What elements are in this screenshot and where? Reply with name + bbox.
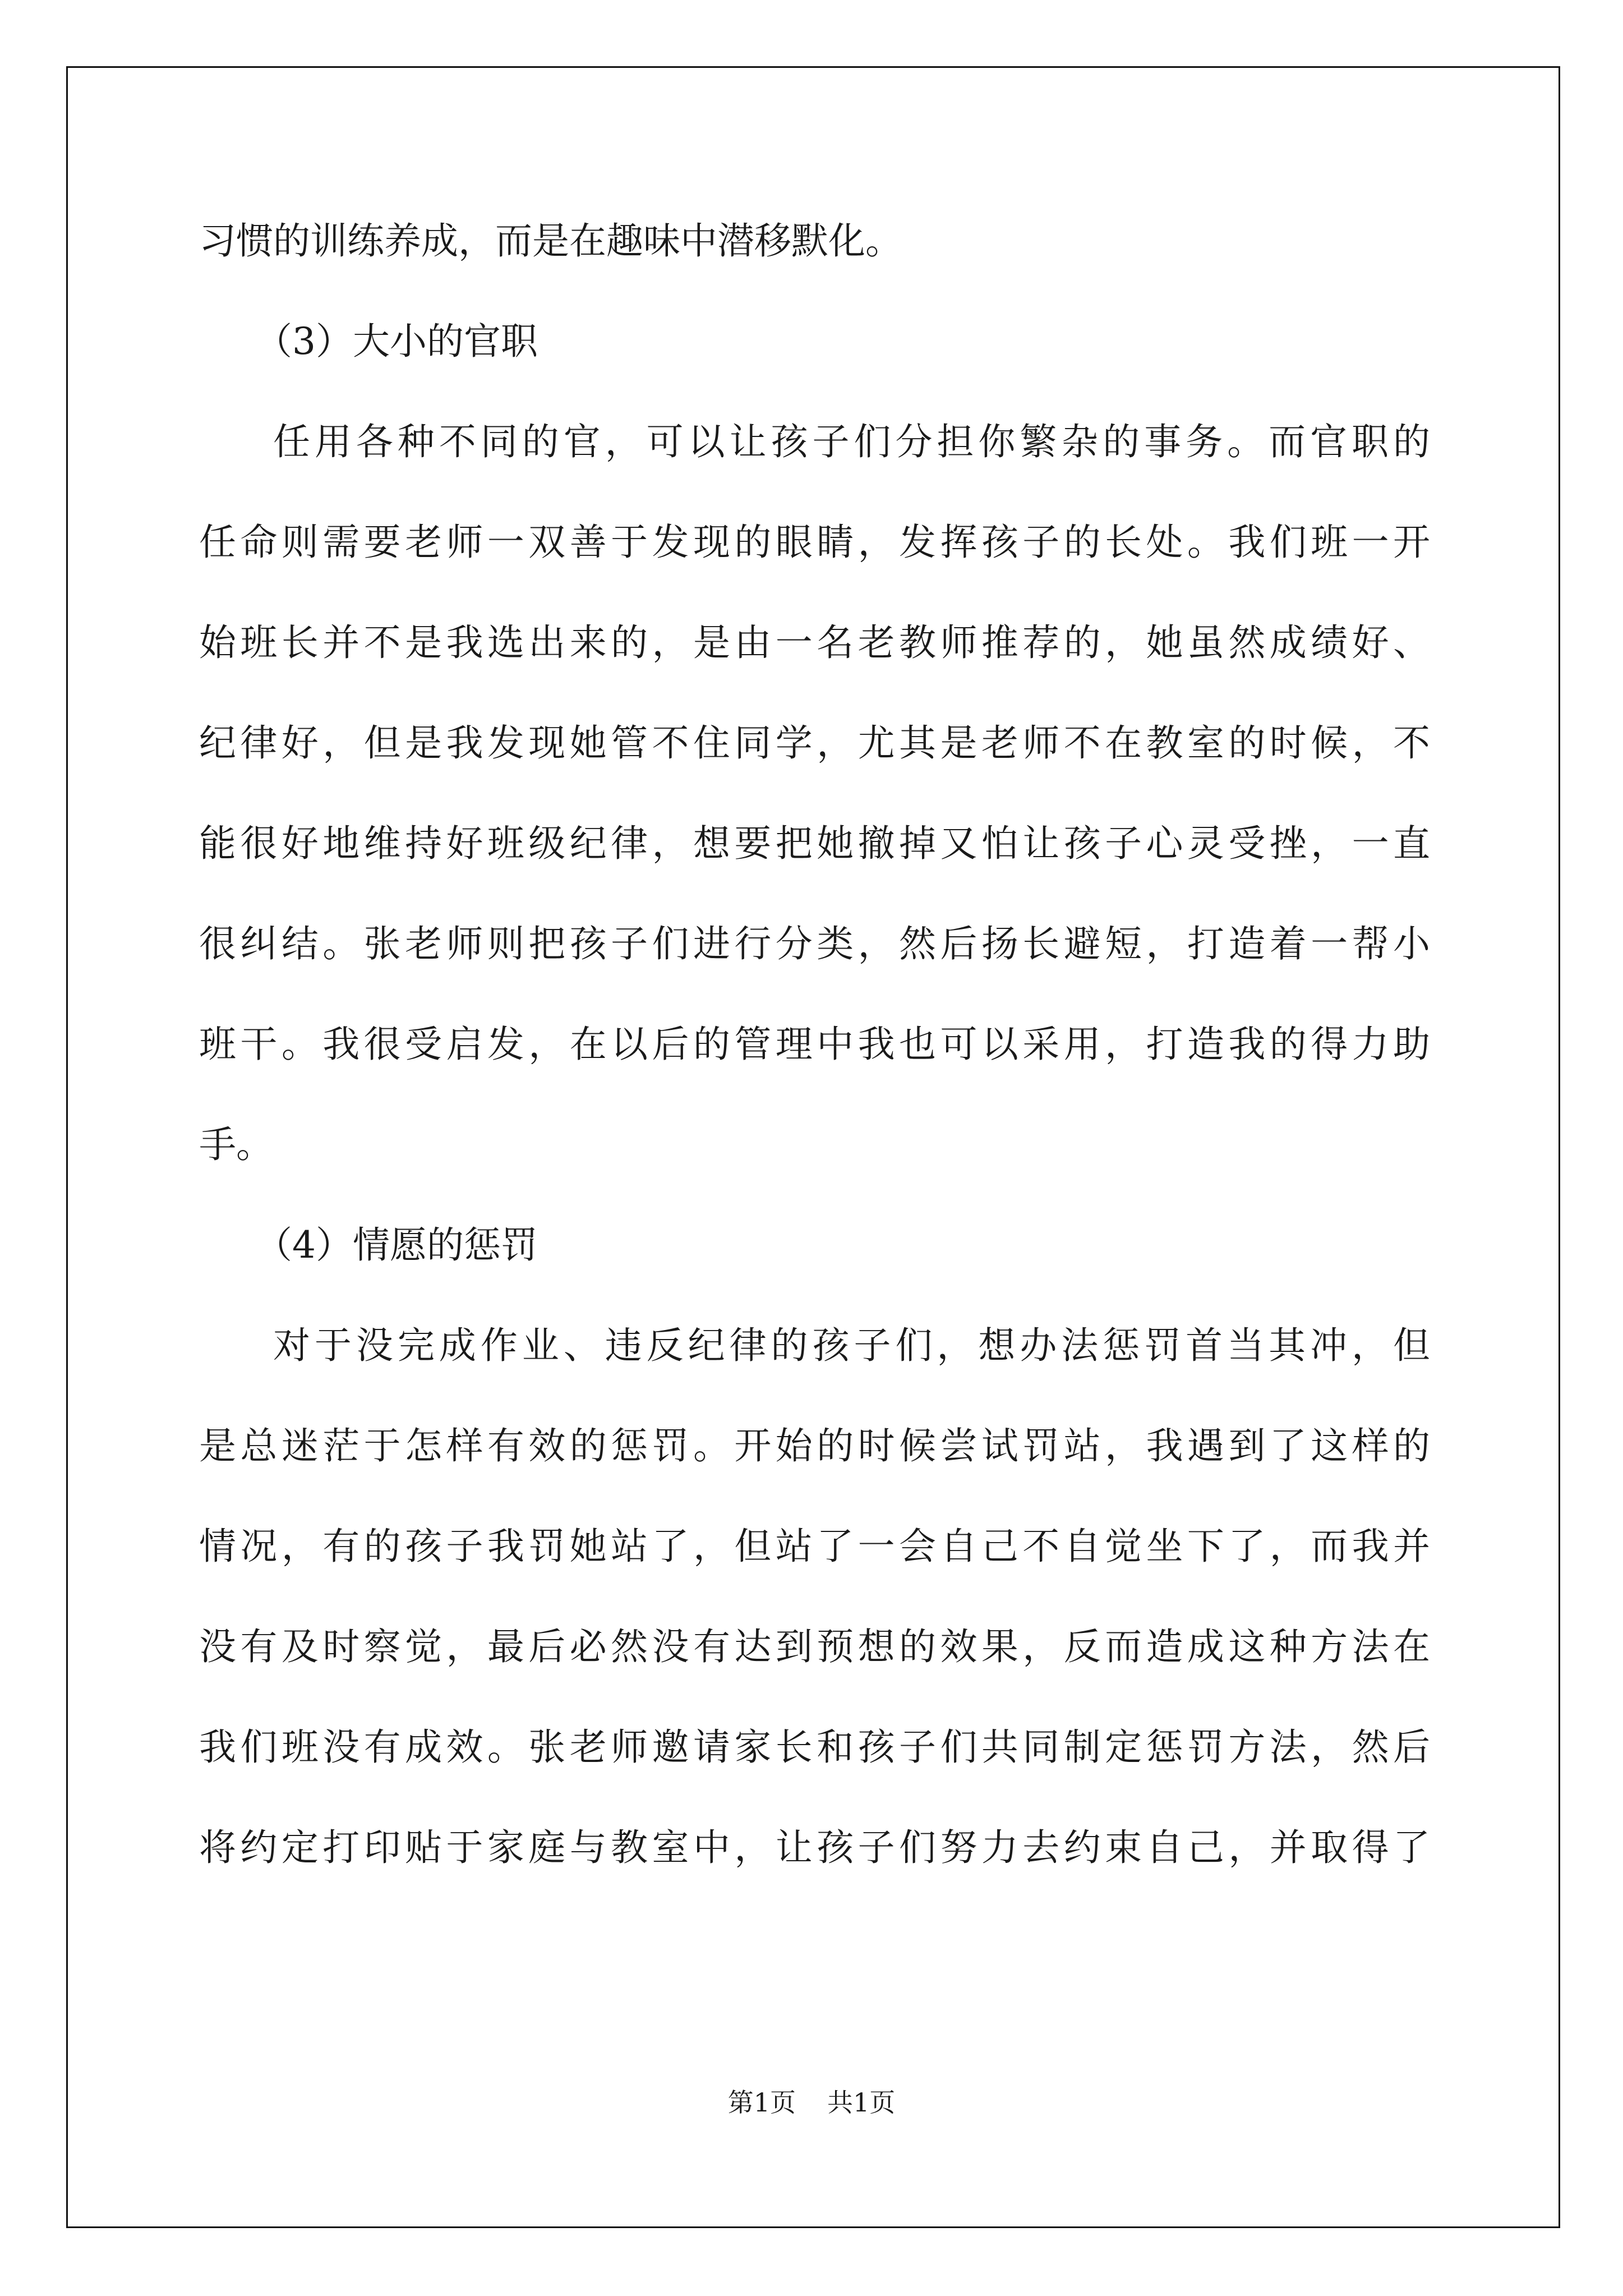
document-body xyxy=(199,191,1430,1898)
text-line: 习惯的训练养成，而是在趣味中潜移默化。 xyxy=(199,219,902,263)
section-heading xyxy=(199,1195,1430,1295)
text-line: 纪律好，但是我发现她管不住同学，尤其是老师不在教室的时候，不 xyxy=(199,721,1430,765)
section-heading xyxy=(199,291,1430,392)
page-number: 第1页 xyxy=(727,2087,796,2118)
page-total: 共1页 xyxy=(827,2087,896,2118)
text-line: 手。 xyxy=(199,1123,273,1166)
text-line: （3）大小的官职 xyxy=(255,320,538,363)
text-line: （4）情愿的惩罚 xyxy=(255,1223,538,1267)
paragraph xyxy=(199,191,1430,291)
text-line: 将约定打印贴于家庭与教室中，让孩子们努力去约束自己，并取得了 xyxy=(199,1826,1430,1869)
paragraph xyxy=(199,392,1430,1195)
text-line: 没有及时察觉，最后必然没有达到预想的效果，反而造成这种方法在 xyxy=(199,1625,1430,1668)
text-line: 情况，有的孩子我罚她站了，但站了一会自己不自觉坐下了，而我并 xyxy=(199,1525,1430,1568)
text-line: 始班长并不是我选出来的，是由一名老教师推荐的，她虽然成绩好、 xyxy=(199,621,1430,664)
paragraph xyxy=(199,1295,1430,1898)
text-line: 任用各种不同的官，可以让孩子们分担你繁杂的事务。而官职的 xyxy=(273,420,1430,463)
text-line: 对于没完成作业、违反纪律的孩子们，想办法惩罚首当其冲，但 xyxy=(273,1324,1430,1367)
text-line: 能很好地维持好班级纪律，想要把她撤掉又怕让孩子心灵受挫，一直 xyxy=(199,822,1430,865)
text-line: 任命则需要老师一双善于发现的眼睛，发挥孩子的长处。我们班一开 xyxy=(199,521,1430,564)
text-line: 班干。我很受启发，在以后的管理中我也可以采用，打造我的得力助 xyxy=(199,1023,1430,1066)
text-line: 很纠结。张老师则把孩子们进行分类，然后扬长避短，打造着一帮小 xyxy=(199,922,1430,965)
page-footer xyxy=(0,2086,1623,2119)
text-line: 是总迷茫于怎样有效的惩罚。开始的时候尝试罚站，我遇到了这样的 xyxy=(199,1424,1430,1467)
text-line: 我们班没有成效。张老师邀请家长和孩子们共同制定惩罚方法，然后 xyxy=(199,1726,1430,1769)
